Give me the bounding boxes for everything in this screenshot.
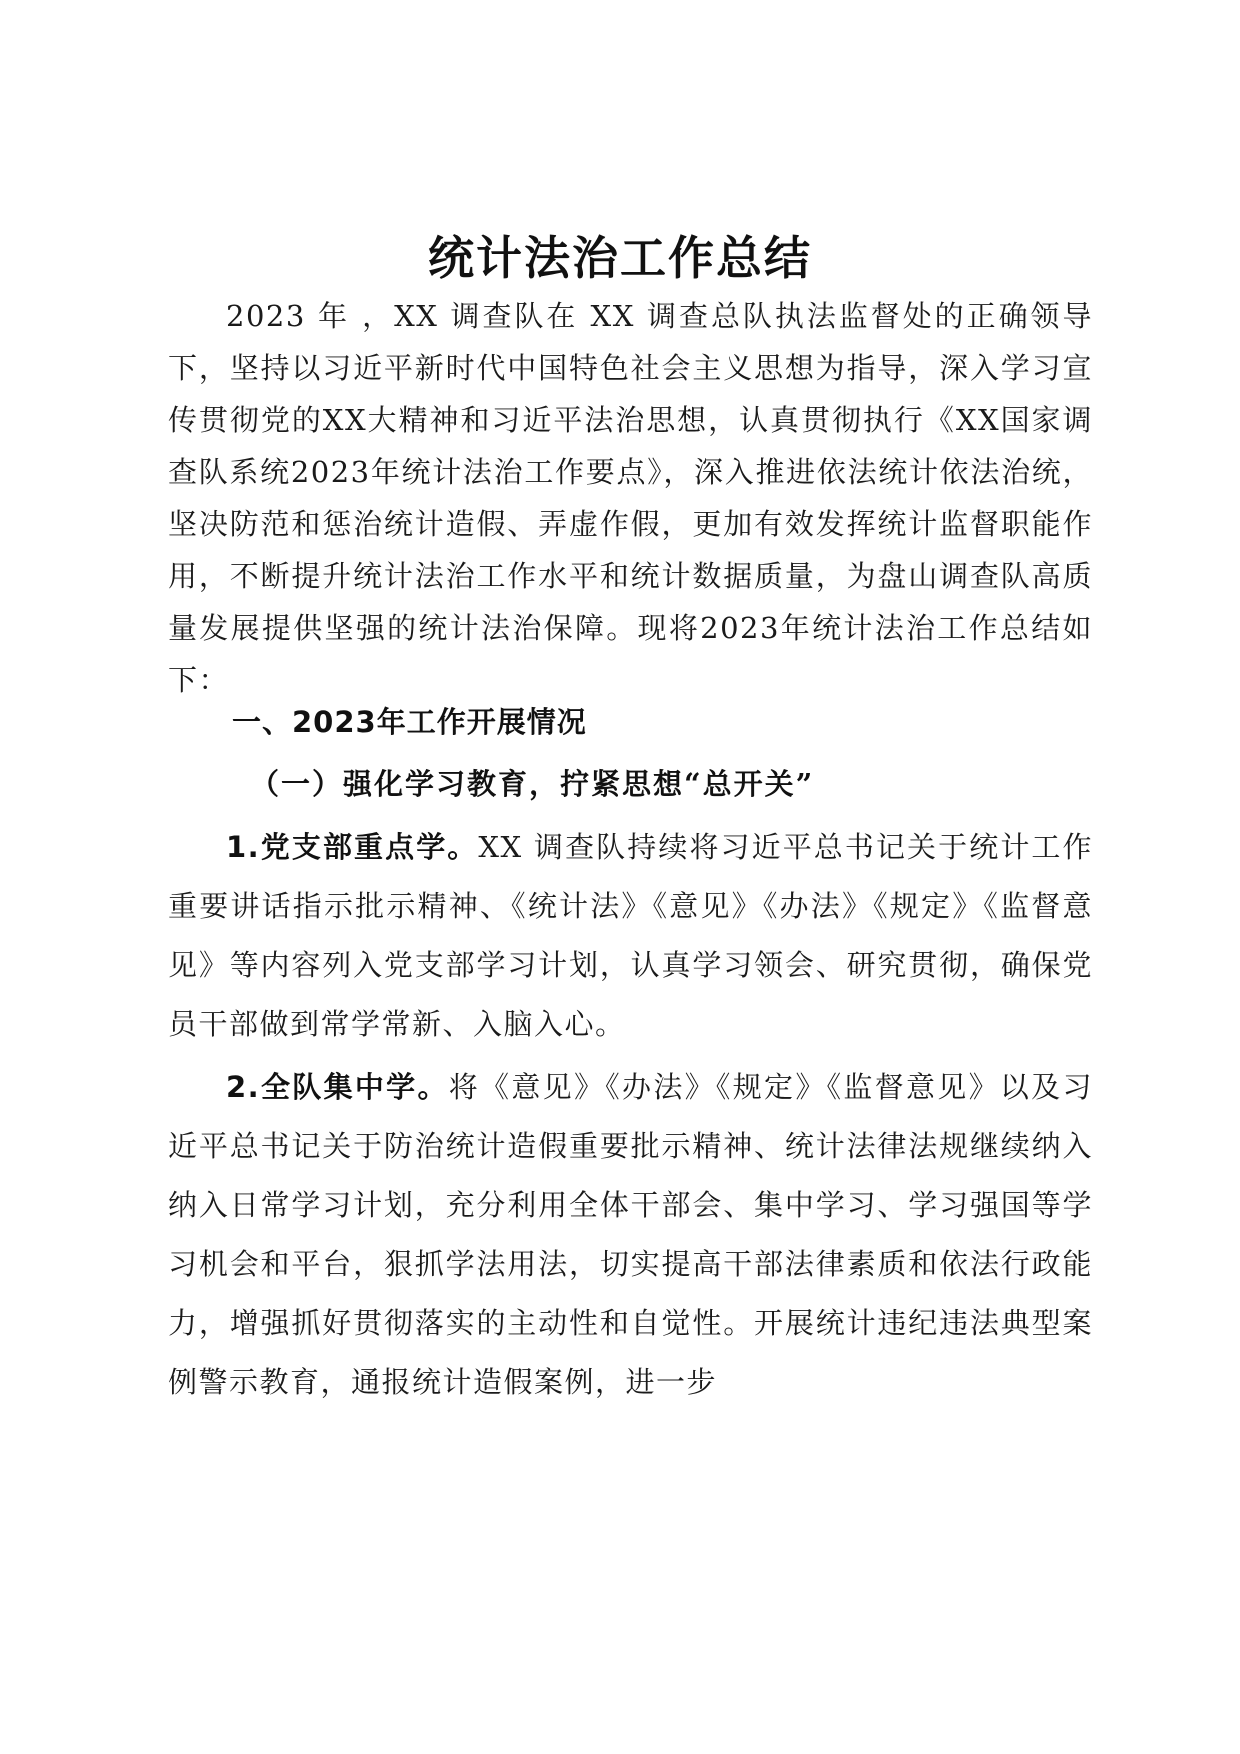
intro-paragraph: 2023 年 ，XX 调查队在 XX 调查总队执法监督处的正确领导下，坚持以习近平新时代中国特色社会主义思想为指导，深入学习宣传贯彻党的XX大精神和习近平法治思想，认真贯彻执行《XX国家调查队系统2023年统计法治工作要点》，深入推进依法统计依法治统，坚决防范和惩治统计造假、弄虚作假，更加有效发挥统计监督职能作用，不断提升统计法治工作水平和统计数据质量，为盘山调查队高质量发展提供坚强的统计法治保障。现将2023年统计法治工作总结如下：: [168, 299, 1093, 697]
item-1-body: XX 调查队持续将习近平总书记关于统计工作重要讲话指示批示精神、《统计法》《意见》《办法》《规定》《监督意见》等内容列入党支部学习计划，认真学习领会、研究贯彻，确保党员干部做到常学常新、入脑入心。: [168, 830, 1093, 1041]
document-title: 统计法治工作总结: [428, 231, 812, 285]
item-2-paragraph: [168, 1058, 1093, 1412]
subsection-heading-1: （一）强化学习教育，拧紧思想“总开关”: [250, 767, 815, 801]
item-2-lead: 2.全队集中学。: [226, 1070, 449, 1104]
item-1-lead: 1.党支部重点学。: [226, 830, 479, 864]
item-1-paragraph: [168, 818, 1093, 1054]
section-heading-1: 一、2023年工作开展情况: [232, 705, 587, 739]
item-2-body: 将《意见》《办法》《规定》《监督意见》以及习近平总书记关于防治统计造假重要批示精神、统计法律法规继续纳入纳入日常学习计划，充分利用全体干部会、集中学习、学习强国等学习机会和平台，狠抓学法用法，切实提高干部法律素质和依法行政能力，增强抓好贯彻落实的主动性和自觉性。开展统计违纪违法典型案例警示教育，通报统计造假案例，进一步: [168, 1070, 1093, 1399]
